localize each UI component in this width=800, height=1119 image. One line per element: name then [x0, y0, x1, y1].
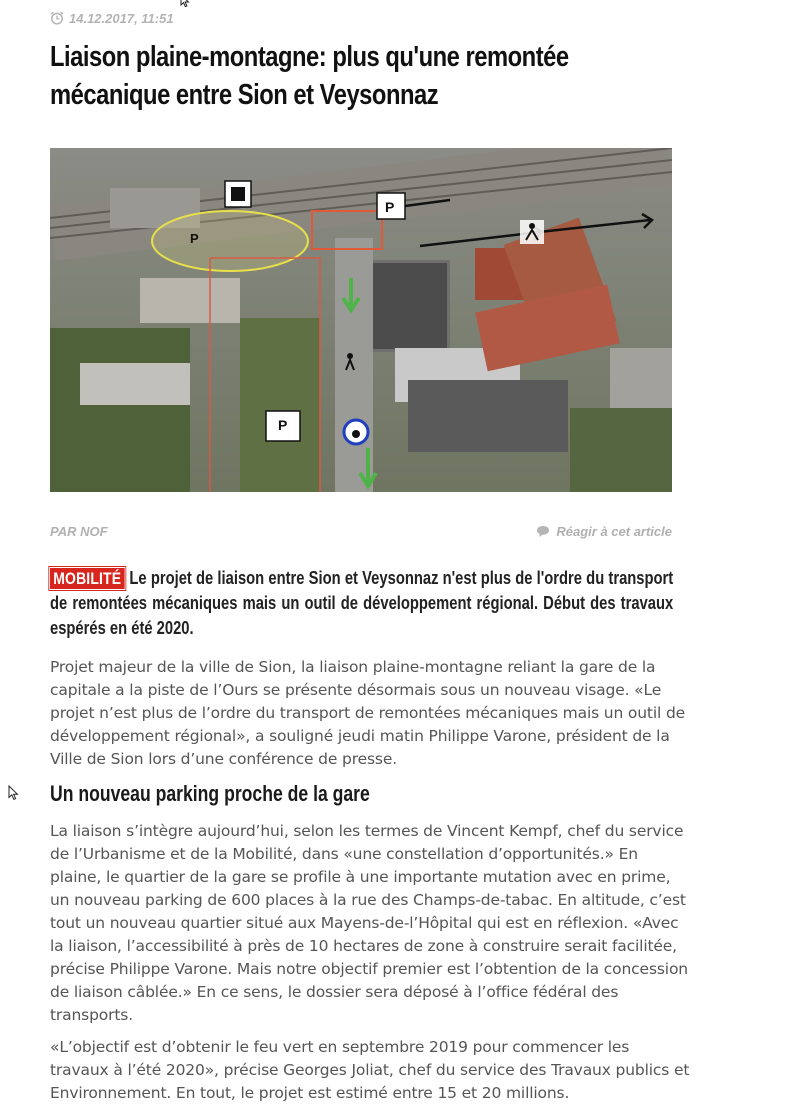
byline: [50, 524, 672, 542]
svg-text:P: P: [190, 231, 199, 246]
article-paragraph-1: Projet majeur de la ville de Sion, la liaison plaine-montagne reliant la gare de la capitale a la piste de l’Ours se présente désormais sous un nouveau visage. «Le projet n’est plus de l’ordre du transport de remontées mécaniques mais un outil de développement régional», a souligné jeudi matin Philippe Varone, président de la Ville de Sion lors d’une conférence de presse.: [50, 658, 686, 768]
svg-text:P: P: [278, 417, 288, 433]
article-lead-text: Le projet de liaison entre Sion et Veysonnaz n'est plus de l'ordre du transport de remontées mécaniques mais un outil de développement régional. Début des travaux espérés en été 2020.: [50, 568, 674, 638]
mouse-cursor-icon: [180, 0, 190, 8]
article-hero-image[interactable]: [50, 148, 672, 492]
article-date: [50, 8, 174, 28]
byline-author: PAR NOF: [50, 524, 108, 539]
article-paragraph-3: «L’objectif est d’obtenir le feu vert en septembre 2019 pour commencer les travaux à l’été 2020», précise Georges Joliat, chef du service des Travaux publics et Environnement. En tout, le projet est estimé entre 15 et 20 millions.: [50, 1038, 690, 1102]
react-to-article-link[interactable]: [536, 524, 672, 539]
alarm-clock-icon: [50, 11, 64, 25]
article-date-text: 14.12.2017, 11:51: [69, 10, 174, 26]
article-lead: [50, 566, 673, 641]
article-paragraph-2: La liaison s’intègre aujourd’hui, selon les termes de Vincent Kempf, chef du service de l’Urbanisme et de la Mobilité, dans «une constellation d’opportunités.» En plaine, le quartier de la gare se profile à une importante mutation avec en prime, un nouveau parking de 600 places à la rue des Champs-de-tabac. En altitude, c’est tout un nouveau quartier situé aux Mayens-de-l’Hôpital qui est en réflexion. «Avec la liaison, l’accessibilité à près de 10 hectares de zone à construire serait facilitée, précise Philippe Varone. Mais notre objectif premier est l’obtention de la concession de liaison câblée.» En ce sens, le dossier sera déposé à l’office fédéral des transports.: [50, 822, 688, 1024]
speech-bubble-icon: [536, 525, 550, 538]
category-tag[interactable]: MOBILITÉ: [50, 568, 124, 589]
react-to-article-label[interactable]: Réagir à cet article: [556, 524, 672, 539]
aerial-map-illustration: [50, 148, 672, 492]
article-title: Liaison plaine-montagne: plus qu'une remontée mécanique entre Sion et Veysonnaz: [50, 41, 569, 111]
article-subheading: Un nouveau parking proche de la gare: [50, 781, 370, 806]
mouse-cursor-icon-left: [8, 785, 19, 801]
svg-text:P: P: [385, 199, 395, 215]
